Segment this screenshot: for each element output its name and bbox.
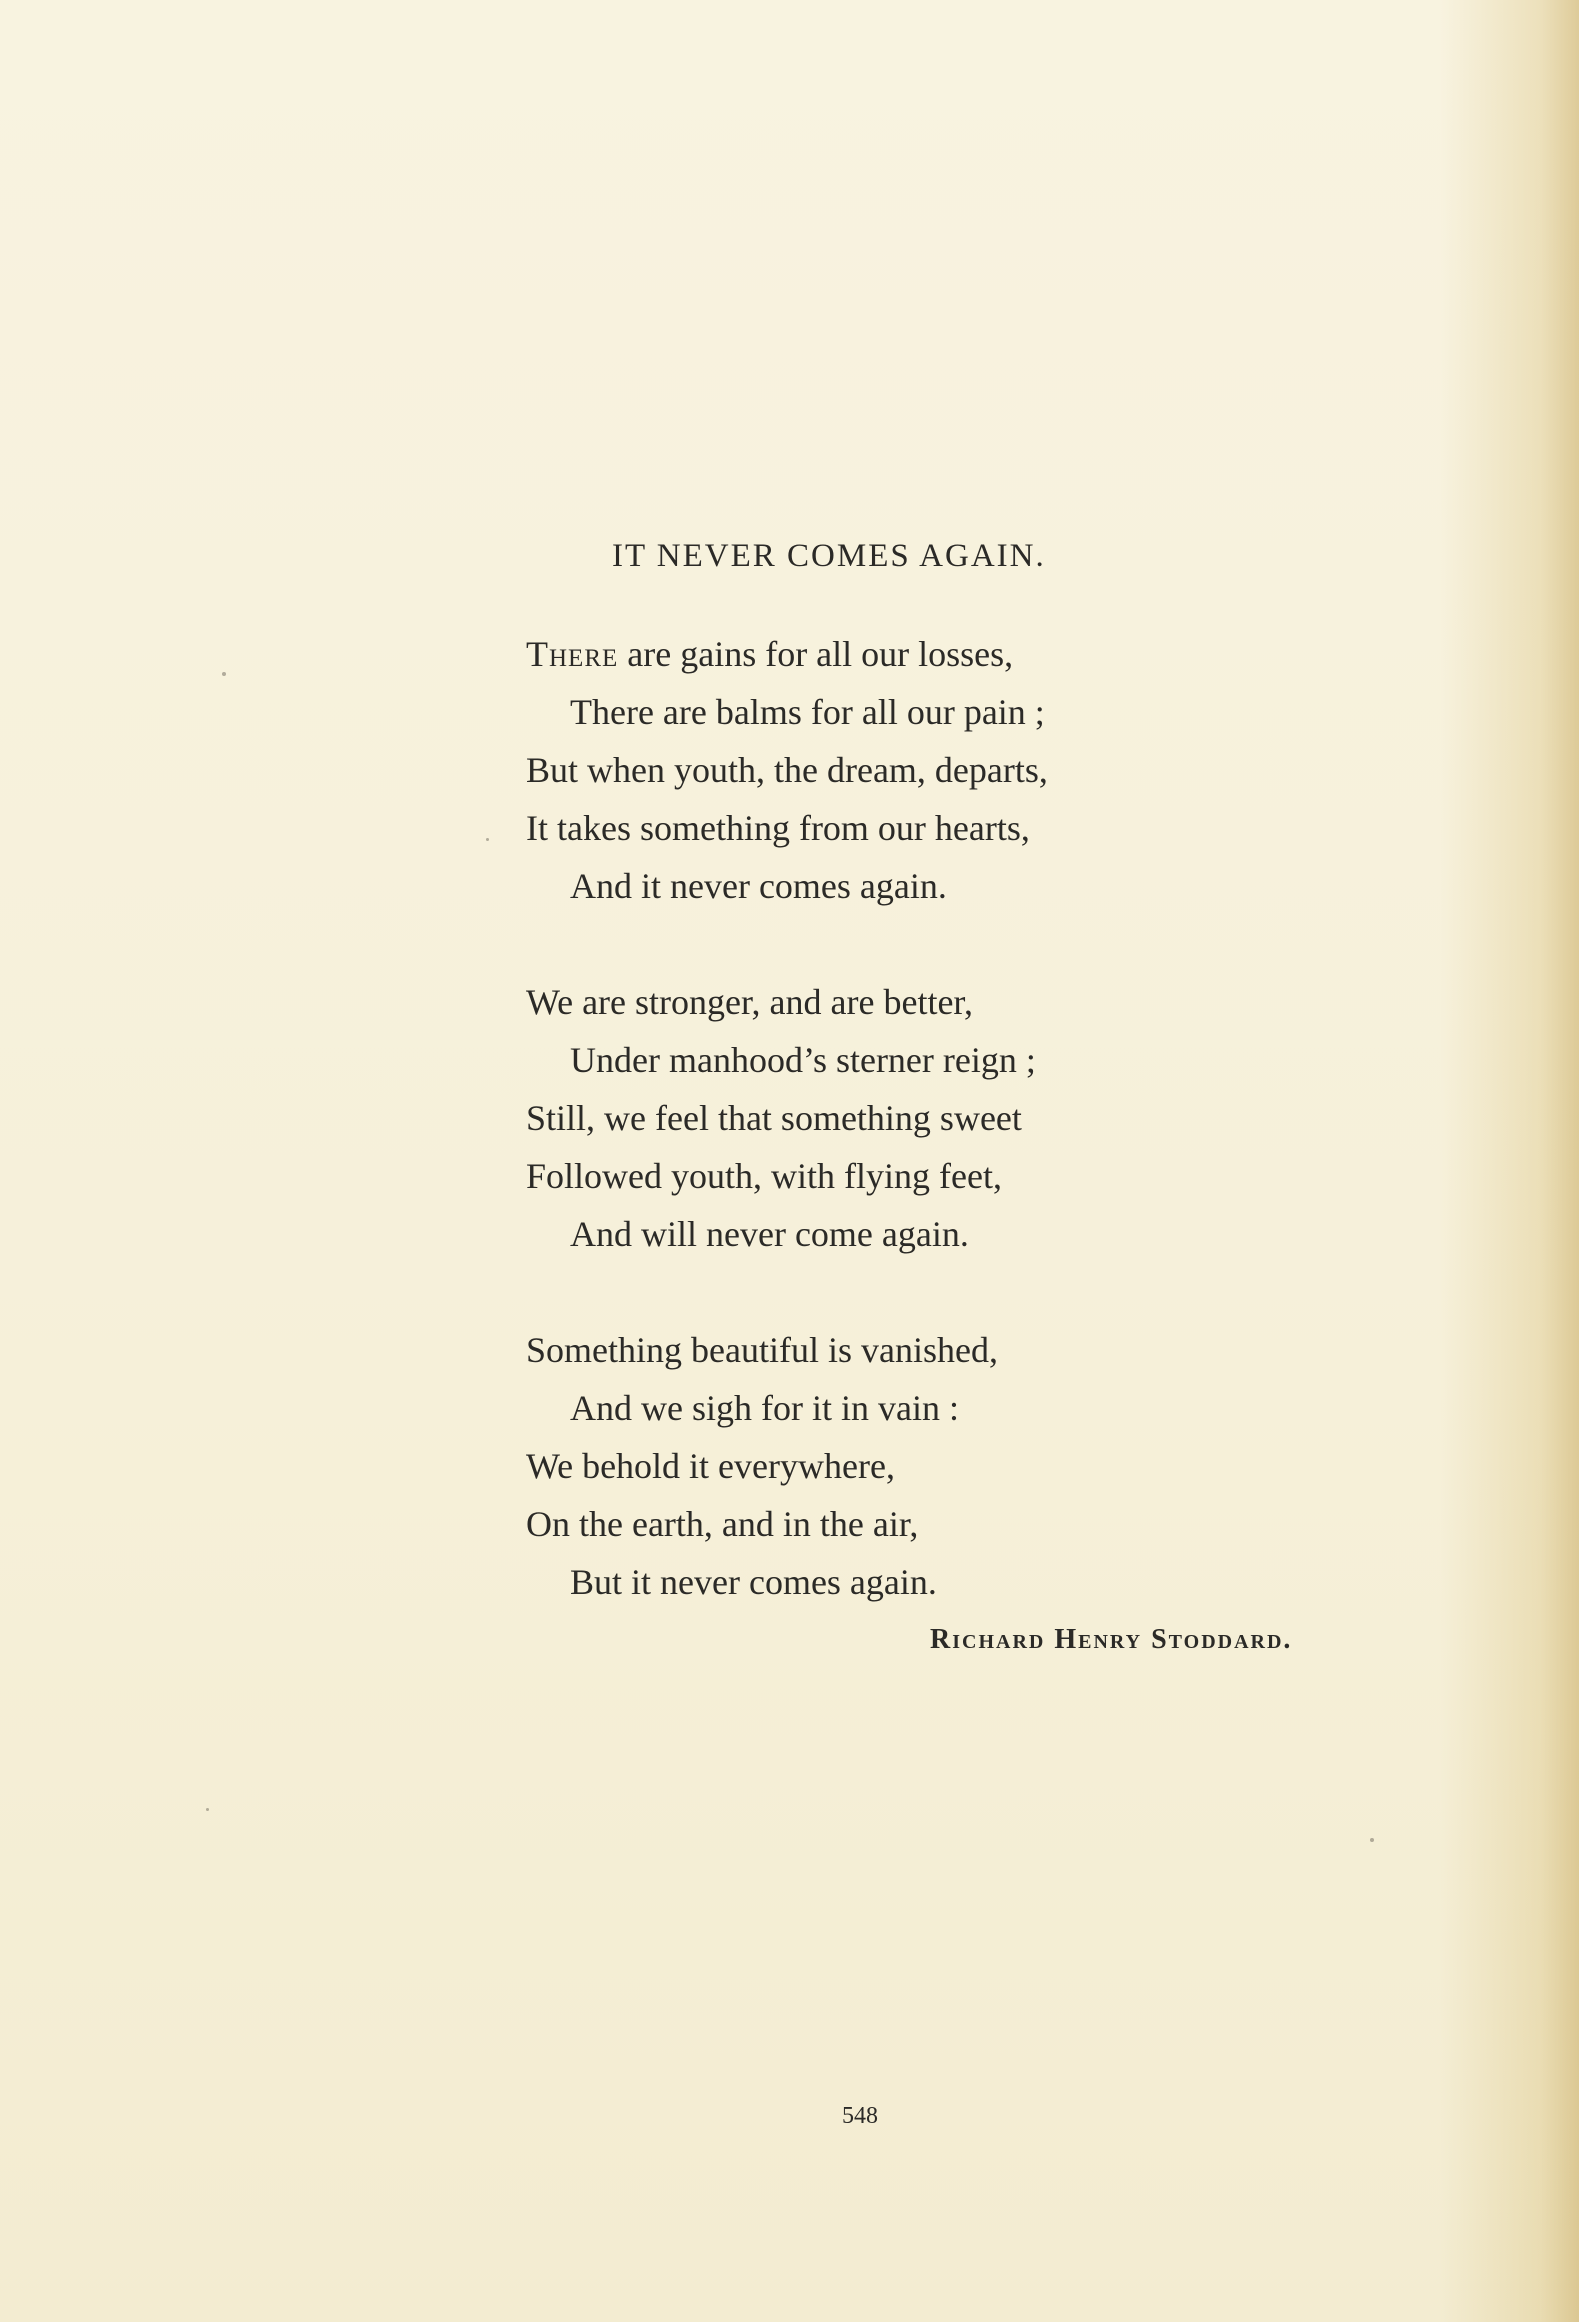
- poem-line: And will never come again.: [570, 1214, 969, 1254]
- poem-line: Something beautiful is vanished,: [526, 1330, 998, 1370]
- poem-line: [526, 634, 1013, 674]
- poem-line: But when youth, the dream, departs,: [526, 750, 1048, 790]
- poem-line: There are balms for all our pain ;: [570, 692, 1045, 732]
- poem-line: And it never comes again.: [570, 866, 947, 906]
- poem-line: Followed youth, with flying feet,: [526, 1156, 1002, 1196]
- poem-author: Richard Henry Stoddard.: [930, 1624, 1293, 1655]
- poem-line: Still, we feel that something sweet: [526, 1098, 1022, 1138]
- drop-word: There: [526, 634, 619, 674]
- poem-line: We behold it everywhere,: [526, 1446, 895, 1486]
- poem-line: And we sigh for it in vain :: [570, 1388, 959, 1428]
- page-number: 548: [842, 2103, 878, 2129]
- paper-speck: [486, 838, 489, 841]
- paper-speck: [206, 1808, 209, 1811]
- line-text: are gains for all our losses,: [618, 634, 1014, 674]
- poem-line: It takes something from our hearts,: [526, 808, 1030, 848]
- poem-line: Under manhood’s sterner reign ;: [570, 1040, 1036, 1080]
- poem-title: IT NEVER COMES AGAIN.: [612, 538, 1046, 574]
- poem-line: On the earth, and in the air,: [526, 1504, 919, 1544]
- paper-speck: [222, 672, 226, 676]
- paper-speck: [1370, 1838, 1374, 1842]
- poem-line: But it never comes again.: [570, 1562, 937, 1602]
- poem-line: We are stronger, and are better,: [526, 982, 973, 1022]
